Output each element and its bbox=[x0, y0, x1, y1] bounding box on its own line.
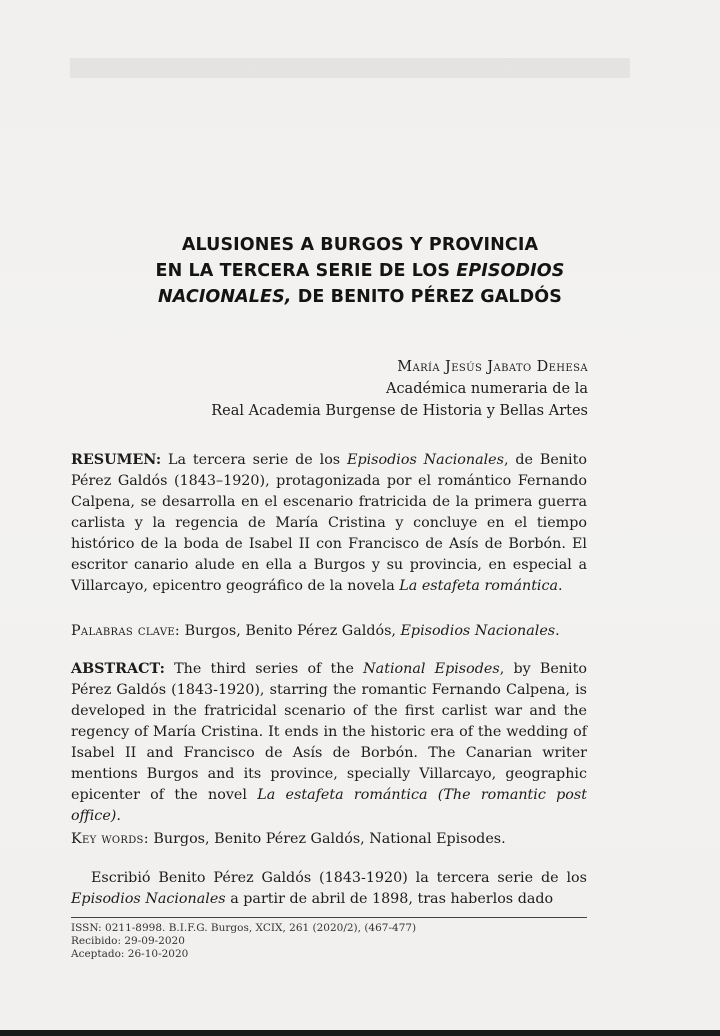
title-line-3-text: DE BENITO PÉREZ GALDÓS bbox=[291, 287, 562, 307]
footer-aceptado: Aceptado: 26-10-2020 bbox=[71, 948, 189, 960]
keywords-text: Burgos, Benito Pérez Galdós, National Episodes. bbox=[148, 831, 506, 847]
body-text-2: a partir de abril de 1898, tras haberlos dado bbox=[225, 891, 554, 907]
author-role: Académica numeraria de la bbox=[385, 381, 588, 397]
title-line-2 bbox=[100, 258, 620, 284]
abstract-italic-2: La estafeta romántica (The romantic post office) bbox=[71, 787, 587, 824]
footer-divider bbox=[71, 917, 587, 918]
resumen-text-2: , de Benito Pérez Galdós (1843–1920), protagonizada por el romántico Fernando Calpena, se desarrolla en el escenario fratricida de la primera guerra carlista y la regencia de María Cristina y concluye en el tiempo histórico de la boda de Isabel II con Francisco de Asís de Borbón. El escritor canario alude en ella a Burgos y su provincia, en especial a Villarcayo, epicentro geográfico de la novela bbox=[71, 452, 587, 594]
keywords-label: Key words: bbox=[71, 831, 149, 847]
body-italic: Episodios Nacionales bbox=[71, 891, 226, 907]
resumen-text-3: . bbox=[558, 578, 563, 594]
abstract-text-2: , by Benito Pérez Galdós (1843-1920), starring the romantic Fernando Calpena, is developed in the fratricidal scenario of the first carlist war and the regency of María Cristina. It ends in the historic era of the wedding of Isabel II and Francisco de Asís de Borbón. The Canarian writer mentions Burgos and its province, specially Villarcayo, geographic epicenter of the novel bbox=[71, 661, 587, 803]
resumen-text-1: La tercera serie de los bbox=[161, 452, 348, 468]
abstract-label: ABSTRACT: bbox=[71, 661, 165, 677]
title-line-2-text: EN LA TERCERA SERIE DE LOS bbox=[155, 261, 457, 281]
resumen-paragraph bbox=[71, 450, 587, 597]
abstract-italic-1: National Episodes bbox=[363, 661, 500, 677]
author-block bbox=[88, 356, 588, 422]
resumen-italic-1: Episodios Nacionales bbox=[347, 452, 504, 468]
abstract-text-3: . bbox=[116, 808, 121, 824]
palabras-clave-text-1: Burgos, Benito Pérez Galdós, bbox=[180, 623, 401, 639]
title-line-3 bbox=[100, 284, 620, 310]
keywords-paragraph bbox=[71, 829, 587, 850]
abstract-paragraph bbox=[71, 659, 587, 827]
resumen-italic-2: La estafeta romántica bbox=[399, 578, 559, 594]
palabras-clave-paragraph bbox=[71, 621, 587, 642]
bleed-through-shadow bbox=[70, 58, 630, 78]
title-line-3-italic: NACIONALES, bbox=[158, 287, 292, 307]
palabras-clave-label: Palabras clave: bbox=[71, 623, 181, 639]
author-name: María Jesús Jabato Dehesa bbox=[397, 359, 588, 375]
footer-recibido: Recibido: 29-09-2020 bbox=[71, 935, 185, 947]
palabras-clave-text-2: . bbox=[555, 623, 560, 639]
footer-notes bbox=[71, 922, 587, 961]
palabras-clave-italic: Episodios Nacionales bbox=[400, 623, 556, 639]
article-title bbox=[100, 232, 620, 310]
resumen-label: RESUMEN: bbox=[71, 452, 162, 468]
body-paragraph bbox=[71, 868, 587, 910]
scan-bottom-edge bbox=[0, 1030, 720, 1036]
title-line-1: ALUSIONES A BURGOS Y PROVINCIA bbox=[181, 235, 539, 255]
abstract-text-1: The third series of the bbox=[164, 661, 364, 677]
author-institution: Real Academia Burgense de Historia y Bellas Artes bbox=[211, 403, 588, 419]
title-line-2-italic: EPISODIOS bbox=[456, 261, 565, 281]
footer-issn: ISSN: 0211-8998. B.I.F.G. Burgos, XCIX, 261 (2020/2), (467-477) bbox=[71, 922, 417, 934]
body-text-1: Escribió Benito Pérez Galdós (1843-1920) la tercera serie de los bbox=[91, 870, 587, 886]
